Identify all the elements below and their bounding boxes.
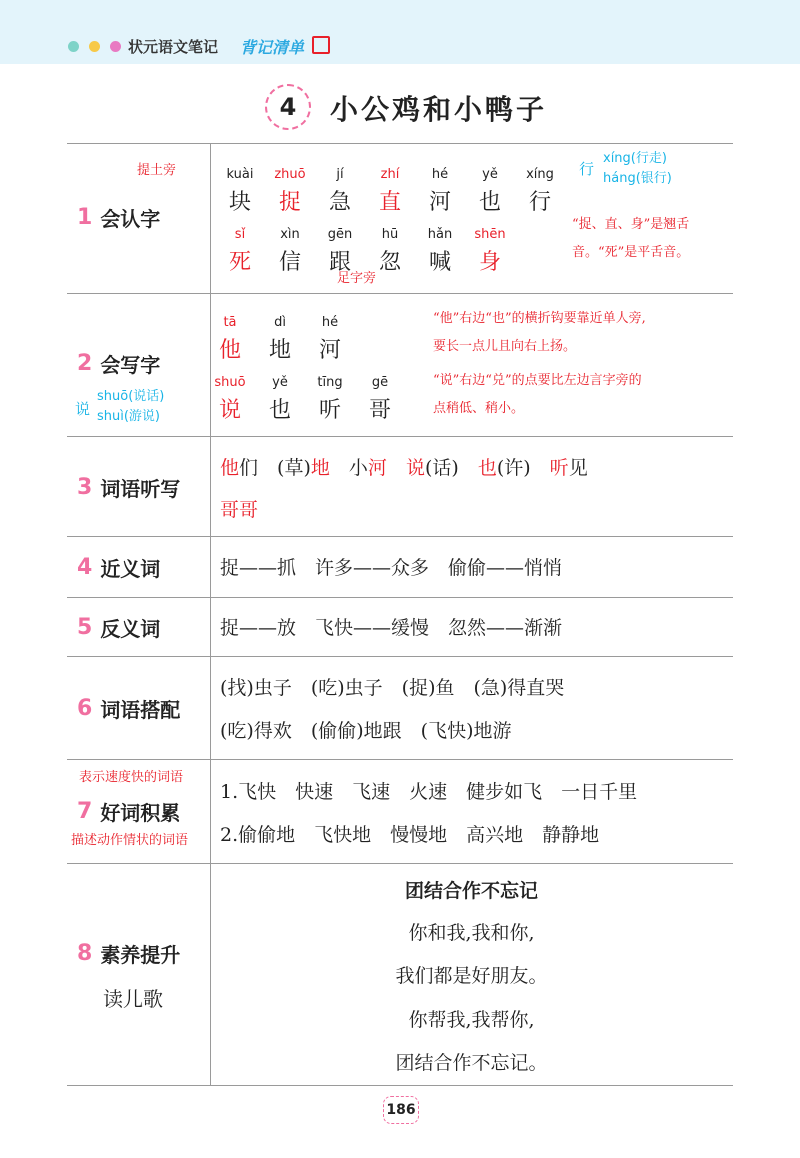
lesson-number: 4 xyxy=(265,84,311,130)
pinyin-row xyxy=(205,375,405,424)
poem-line: 团结合作不忘记。 xyxy=(395,1052,548,1074)
word-note-1: 表示速度快的词语 xyxy=(79,770,184,785)
pinyin: shēn xyxy=(474,227,506,242)
xing-label: 行 xyxy=(579,160,595,178)
poem-line: 你和我,我和你, xyxy=(408,922,535,944)
study-table xyxy=(67,143,733,1086)
pinyin: tīng xyxy=(317,375,343,390)
brand-title: 状元语文笔记 xyxy=(128,38,219,56)
writing-note-1b: 要长一点儿且向右上扬。 xyxy=(433,339,577,354)
radical-note: 足字旁 xyxy=(337,271,377,286)
header-dots xyxy=(68,41,121,52)
writing-note-2a: “说”右边“兑”的点要比左边言字旁的 xyxy=(433,373,642,388)
writing-note-2b: 点稍低、稍小。 xyxy=(433,401,525,416)
char-with-pinyin xyxy=(305,315,355,364)
section-sub-label: 读儿歌 xyxy=(103,987,163,1011)
char-with-pinyin xyxy=(215,167,265,216)
dictation-word: 河 xyxy=(367,457,387,479)
lesson-header xyxy=(0,74,800,134)
pinyin: shuō xyxy=(214,375,246,390)
pinyin: jí xyxy=(336,167,344,182)
character: 跟 xyxy=(328,250,351,275)
divider xyxy=(67,759,733,760)
dictation-word: 草 xyxy=(284,457,304,479)
dictation-word: 们 xyxy=(239,457,259,479)
tongue-note-1: “捉、直、身”是翘舌 xyxy=(572,217,690,232)
character: 说 xyxy=(218,398,241,423)
shuo-label: 说 xyxy=(75,400,91,418)
pinyin: xíng xyxy=(526,167,554,182)
tongue-note-2: 音。“死”是平舌音。 xyxy=(572,245,690,260)
poem-line: 你帮我,我帮你, xyxy=(408,1009,535,1031)
dot-icon xyxy=(68,41,79,52)
char-with-pinyin xyxy=(465,227,515,276)
divider xyxy=(67,143,733,144)
dot-icon xyxy=(89,41,100,52)
character: 忽 xyxy=(378,250,401,275)
pinyin: zhí xyxy=(380,167,400,182)
char-with-pinyin xyxy=(355,375,405,424)
character: 信 xyxy=(278,250,301,275)
section-label-1: 1 会认字 xyxy=(77,205,161,231)
character: 河 xyxy=(318,338,341,363)
character: 块 xyxy=(228,190,251,215)
dot-icon xyxy=(110,41,121,52)
char-with-pinyin xyxy=(265,227,315,276)
synonyms: 捉——抓 许多——众多 偷偷——悄悄 xyxy=(220,557,563,579)
char-with-pinyin xyxy=(205,315,255,364)
char-with-pinyin xyxy=(305,375,355,424)
char-with-pinyin xyxy=(465,167,515,216)
dictation-word: (许) xyxy=(496,457,531,479)
divider xyxy=(67,293,733,294)
char-with-pinyin xyxy=(315,167,365,216)
pinyin-row xyxy=(205,315,355,364)
pinyin: yě xyxy=(482,167,498,182)
pinyin: sǐ xyxy=(234,227,246,242)
vocab-line-1: 1.飞快 快速 飞速 火速 健步如飞 一日千里 xyxy=(220,781,638,803)
divider xyxy=(67,597,733,598)
char-with-pinyin xyxy=(415,167,465,216)
pinyin: hé xyxy=(431,167,449,182)
poem-title: 团结合作不忘记 xyxy=(404,880,538,902)
radical-note: 提土旁 xyxy=(137,163,177,178)
pinyin: tā xyxy=(223,315,237,330)
divider xyxy=(67,656,733,657)
antonyms: 捉——放 飞快——缓慢 忽然——渐渐 xyxy=(220,617,563,639)
dictation-word xyxy=(387,457,406,479)
xing-reading-1: xíng(行走) xyxy=(603,151,667,166)
section-label-8: 8 素养提升 xyxy=(77,941,181,967)
page-number: 186 xyxy=(383,1096,419,1124)
dictation-line-1 xyxy=(220,453,588,480)
dictation-word: ( xyxy=(258,457,285,479)
char-with-pinyin xyxy=(265,167,315,216)
character: 直 xyxy=(378,190,401,215)
dictation-word: 听 xyxy=(549,457,569,479)
checkbox-icon xyxy=(312,36,330,54)
character: 死 xyxy=(228,250,251,275)
pinyin: hé xyxy=(321,315,339,330)
character: 听 xyxy=(318,398,341,423)
dictation-word: 也 xyxy=(477,457,497,479)
char-with-pinyin xyxy=(365,167,415,216)
pinyin-row xyxy=(215,167,565,216)
dictation-word: 见 xyxy=(568,457,588,479)
pinyin: xìn xyxy=(280,227,300,242)
char-with-pinyin xyxy=(215,227,265,276)
pinyin: dì xyxy=(274,315,286,330)
xing-reading-2: háng(银行) xyxy=(603,171,672,186)
pinyin: yě xyxy=(272,375,288,390)
pinyin: gēn xyxy=(327,227,353,242)
char-with-pinyin xyxy=(255,375,305,424)
pinyin: hū xyxy=(381,227,399,242)
divider xyxy=(67,1085,733,1086)
pinyin: gē xyxy=(371,375,389,390)
dictation-word: 小 xyxy=(329,457,368,479)
character: 地 xyxy=(268,338,291,363)
dictation-word: (话) xyxy=(424,457,459,479)
divider xyxy=(67,536,733,537)
dictation-word xyxy=(531,457,550,479)
char-with-pinyin xyxy=(255,315,305,364)
dictation-word: 地 xyxy=(310,457,330,479)
char-with-pinyin xyxy=(415,227,465,276)
shuo-reading-2: shuì(游说) xyxy=(97,409,161,424)
vocab-line-2: 2.偷偷地 飞快地 慢慢地 高兴地 静静地 xyxy=(220,824,600,846)
section-label-7: 7 好词积累 xyxy=(77,799,181,825)
brand-subtitle: 背记清单 xyxy=(240,38,305,57)
dictation-word: ) xyxy=(303,457,311,479)
character: 急 xyxy=(328,190,351,215)
section-label-4: 4 近义词 xyxy=(77,555,161,581)
dictation-word xyxy=(459,457,478,479)
writing-note-1a: “他”右边“也”的横折钩要靠近单人旁, xyxy=(433,311,646,326)
character: 喊 xyxy=(428,250,451,275)
page-title: 小公鸡和小鸭子 xyxy=(330,93,548,126)
pinyin: hǎn xyxy=(427,227,453,242)
character: 也 xyxy=(268,398,291,423)
character: 也 xyxy=(478,190,501,215)
section-label-3: 3 词语听写 xyxy=(77,475,181,501)
shuo-reading-1: shuō(说话) xyxy=(97,389,165,404)
character: 身 xyxy=(478,250,501,275)
char-with-pinyin xyxy=(205,375,255,424)
section-label-2: 2 会写字 xyxy=(77,351,161,377)
pinyin: kuài xyxy=(226,167,254,182)
character: 河 xyxy=(428,190,451,215)
character: 捉 xyxy=(278,190,301,215)
character: 行 xyxy=(528,190,551,215)
collocation-line-1: (找)虫子 (吃)虫子 (捉)鱼 (急)得直哭 xyxy=(220,677,565,699)
dictation-line-2: 哥哥 xyxy=(220,499,259,521)
section-label-6: 6 词语搭配 xyxy=(77,696,181,722)
header-band xyxy=(0,0,800,64)
divider xyxy=(67,436,733,437)
dictation-word: 他 xyxy=(220,457,240,479)
collocation-line-2: (吃)得欢 (偷偷)地跟 (飞快)地游 xyxy=(220,720,512,742)
word-note-2: 描述动作情状的词语 xyxy=(71,833,189,848)
character: 他 xyxy=(218,338,241,363)
pinyin: zhuō xyxy=(274,167,306,182)
dictation-word: 说 xyxy=(405,457,425,479)
poem-line: 我们都是好朋友。 xyxy=(395,965,548,987)
char-with-pinyin xyxy=(515,167,565,216)
character: 哥 xyxy=(368,398,391,423)
section-label-5: 5 反义词 xyxy=(77,615,161,641)
divider xyxy=(67,863,733,864)
